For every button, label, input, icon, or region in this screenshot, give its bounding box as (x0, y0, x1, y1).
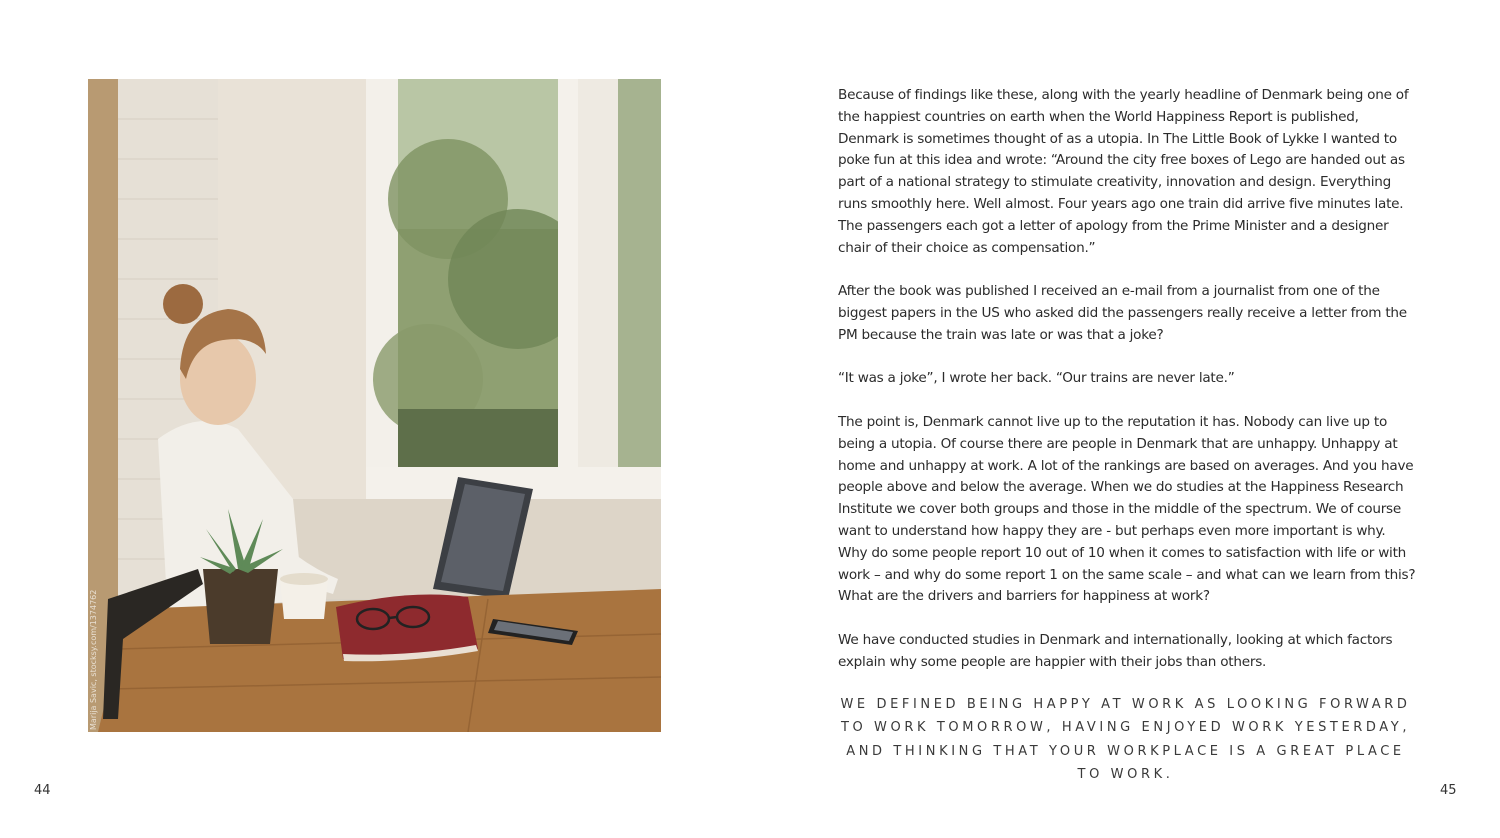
paragraph: We have conducted studies in Denmark and internationally, looking at which factors explain why some people are happier with their jobs than others. (838, 631, 1393, 670)
page-number-right: 45 (1440, 783, 1457, 798)
photo-credit: Marija Savic, stocksy.com/1374762 (89, 589, 98, 730)
pullquote: WE DEFINED BEING HAPPY AT WORK AS LOOKING FORWARD TO WORK TOMORROW, HAVING ENJOYED WORK YESTERDAY, AND THINKING THAT YOUR WORKPLACE IS A GREAT PLACE TO WORK. (840, 697, 1411, 782)
photo-woman-at-laptop (88, 79, 661, 732)
paragraph: After the book was published I received an e-mail from a journalist from one of the biggest papers in the US who asked did the passengers really receive a letter from the PM because the train was late or was that a joke? (838, 283, 1407, 343)
photo-illustration (88, 79, 661, 732)
body-text (838, 85, 1418, 695)
paragraph: “It was a joke”, I wrote her back. “Our trains are never late.” (838, 370, 1235, 387)
paragraph: Because of findings like these, along with the yearly headline of Denmark being one of the happiest countries on earth when the World Happiness Report is published, Denmark is sometimes thought of as a utopia. In The Little Book of Lykke I wanted to poke fun at this idea and wrote: “Around the city free boxes of Lego are handed out as part of a national strategy to stimulate creativity, innovation and design. Everything runs smoothly here. Well almost. Four years ago one train did arrive five minutes late. The passengers each got a letter of apology from the Prime Minister and a designer chair of their choice as compensation.” (838, 87, 1409, 256)
page-number-left: 44 (34, 783, 51, 798)
paragraph: The point is, Denmark cannot live up to the reputation it has. Nobody can live up to being a utopia. Of course there are people in Denmark that are unhappy. Unhappy at home and unhappy at work. A lot of the rankings are based on averages. And you have people above and below the average. When we do studies at the Happiness Research Institute we cover both groups and those in the middle of the spectrum. We of course want to understand how happy they are - but perhaps even more important is why. Why do some people report 10 out of 10 when it comes to satisfaction with life or with work – and why do some report 1 on the same scale – and what can we learn from this? What are the drivers and barriers for happiness at work? (838, 413, 1416, 605)
